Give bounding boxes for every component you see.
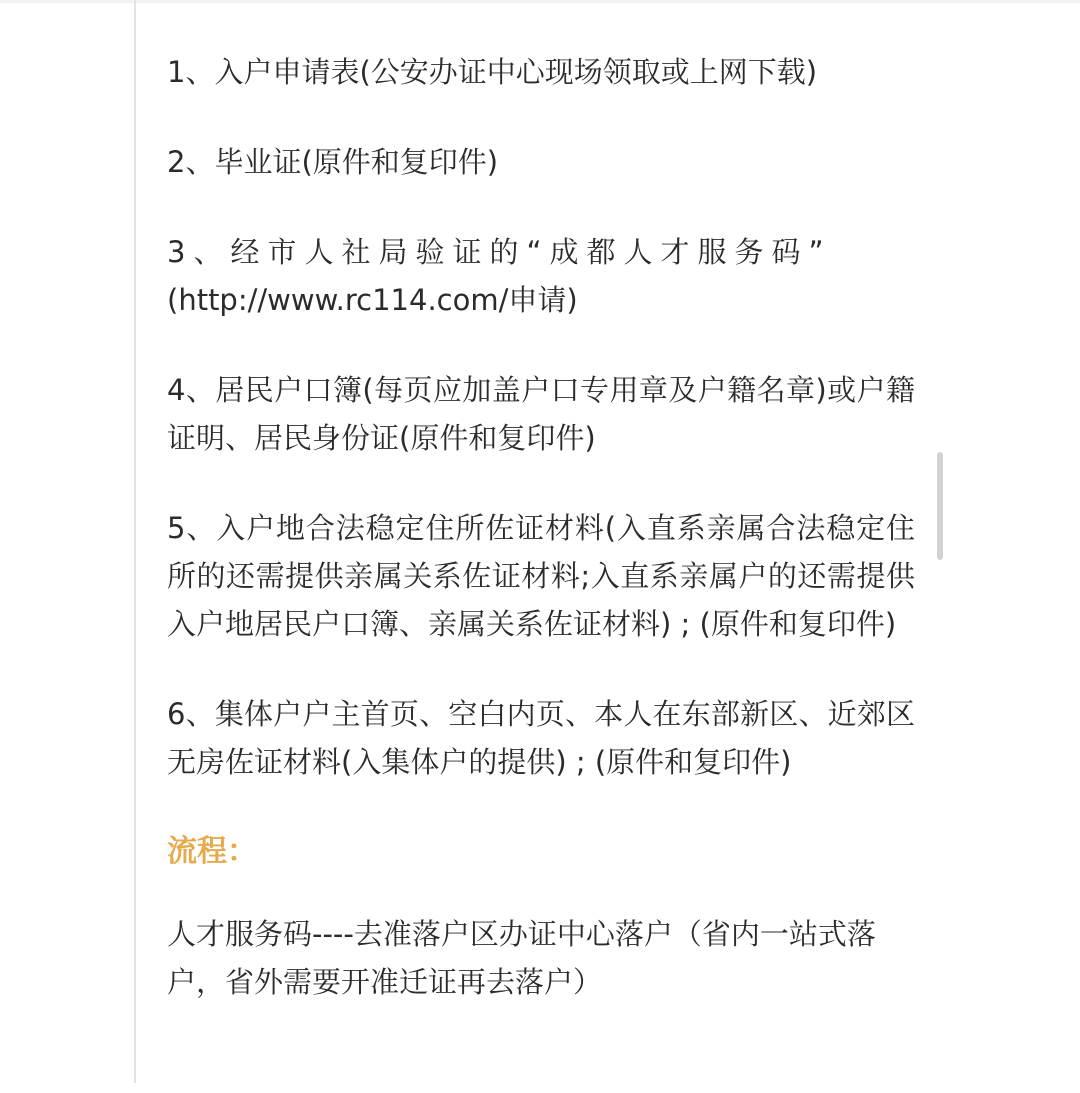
left-divider (134, 0, 136, 1083)
requirement-item-5: 5、入户地合法稳定住所佐证材料(入直系亲属合法稳定住所的还需提供亲属关系佐证材料;入直系亲属户的还需提供入户地居民户口簿、亲属关系佐证材料) ; (原件和复印件) (167, 511, 915, 641)
flow-description: 人才服务码----去准落户区办证中心落户（省内一站式落户，省外需要开准迁证再去落户） (167, 917, 876, 999)
requirement-item-3 (167, 228, 915, 324)
requirement-item-6: 6、集体户户主首页、空白内页、本人在东部新区、近郊区无房佐证材料(入集体户的提供) ; (原件和复印件) (167, 697, 915, 779)
requirement-item-3-text: 3、经市人社局验证的“成都人才服务码” (167, 235, 832, 269)
requirement-item-3-url: (http://www.rc114.com/申请) (167, 283, 578, 317)
article-body (167, 48, 915, 1006)
requirement-item-4: 4、居民户口簿(每页应加盖户口专用章及户籍名章)或户籍证明、居民身份证(原件和复印件) (167, 373, 915, 455)
top-divider (0, 0, 1080, 3)
scrollbar-thumb[interactable] (937, 452, 943, 560)
requirement-item-1: 1、入户申请表(公安办证中心现场领取或上网下载) (167, 55, 818, 89)
flow-heading: 流程： (167, 834, 257, 869)
requirement-item-2: 2、毕业证(原件和复印件) (167, 145, 499, 179)
